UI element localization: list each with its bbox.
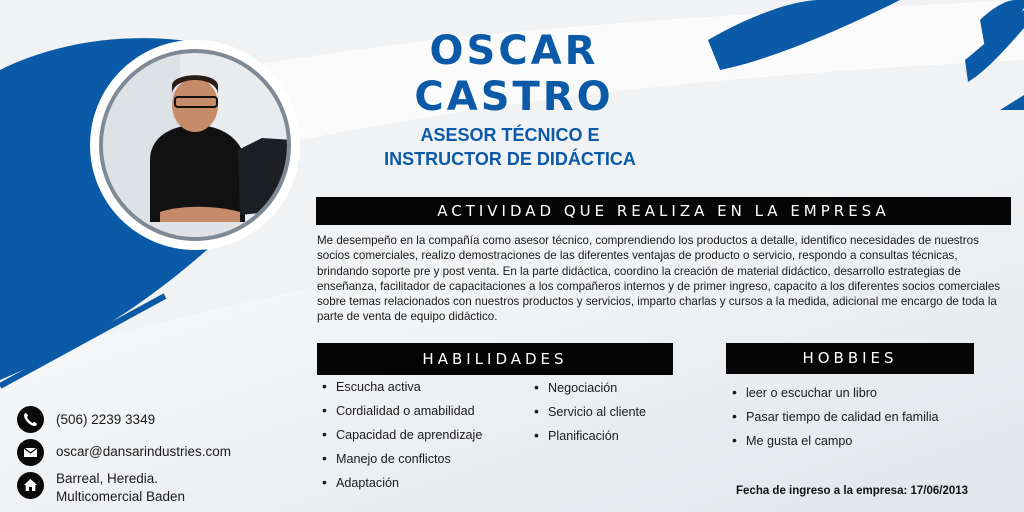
- list-item: • Manejo de conflictos: [322, 450, 482, 474]
- role-line-1: ASESOR TÉCNICO E: [420, 125, 600, 145]
- list-item: • Me gusta el campo: [732, 432, 939, 456]
- email-text: oscar@dansarindustries.com: [56, 444, 232, 459]
- list-item: • Servicio al cliente: [534, 403, 646, 427]
- start-date: Fecha de ingreso a la empresa: 17/06/2013: [736, 485, 969, 497]
- activity-heading: ACTIVIDAD QUE REALIZA EN LA EMPRESA: [316, 197, 1011, 225]
- role-line-2: INSTRUCTOR DE DIDÁCTICA: [384, 149, 636, 169]
- skills-list-2: [534, 379, 646, 451]
- address-line-2: Multicomercial Baden: [56, 489, 186, 504]
- list-item: • Escucha activa: [322, 378, 482, 402]
- list-item: • leer o escuchar un libro: [732, 384, 939, 408]
- activity-description: Me desempeño en la compañía como asesor técnico, comprendiendo los productos a detalle, identifico necesidades de nuestros socios comerciales, realizo demostraciones de las diferentes ventajas de producto o servicio, respondo a consultas técnicas, brindando soporte pre y post venta. En la parte didáctica, coordino la creación de material didáctico, desarrollo estrategias de enseñanza, facilitador de capacitaciones a los compañeros internos y de primer ingreso, capacito a los diferentes socios comerciales sobre temas relacionados con nuestros productos y servicios, imparto charlas y cursos a la medida, adicional me encargo de toda la parte de venta de equipo didáctico.: [317, 234, 1001, 324]
- hobbies-heading: HOBBIES: [726, 343, 974, 374]
- list-item: • Adaptación: [322, 474, 482, 498]
- envelope-icon: [17, 439, 44, 466]
- last-name: CASTRO: [414, 74, 614, 120]
- phone-icon: [17, 406, 44, 433]
- address-line-1: Barreal, Heredia.: [56, 471, 159, 486]
- list-item: • Cordialidad o amabilidad: [322, 402, 482, 426]
- first-name: OSCAR: [429, 28, 599, 74]
- list-item: • Pasar tiempo de calidad en familia: [732, 408, 939, 432]
- phone-text: (506) 2239 3349: [56, 412, 156, 427]
- hobbies-list: [732, 384, 939, 456]
- home-icon: [17, 472, 44, 499]
- skills-heading: HABILIDADES: [317, 343, 673, 375]
- skills-list-1: [322, 378, 482, 498]
- list-item: • Capacidad de aprendizaje: [322, 426, 482, 450]
- list-item: • Negociación: [534, 379, 646, 403]
- list-item: • Planificación: [534, 427, 646, 451]
